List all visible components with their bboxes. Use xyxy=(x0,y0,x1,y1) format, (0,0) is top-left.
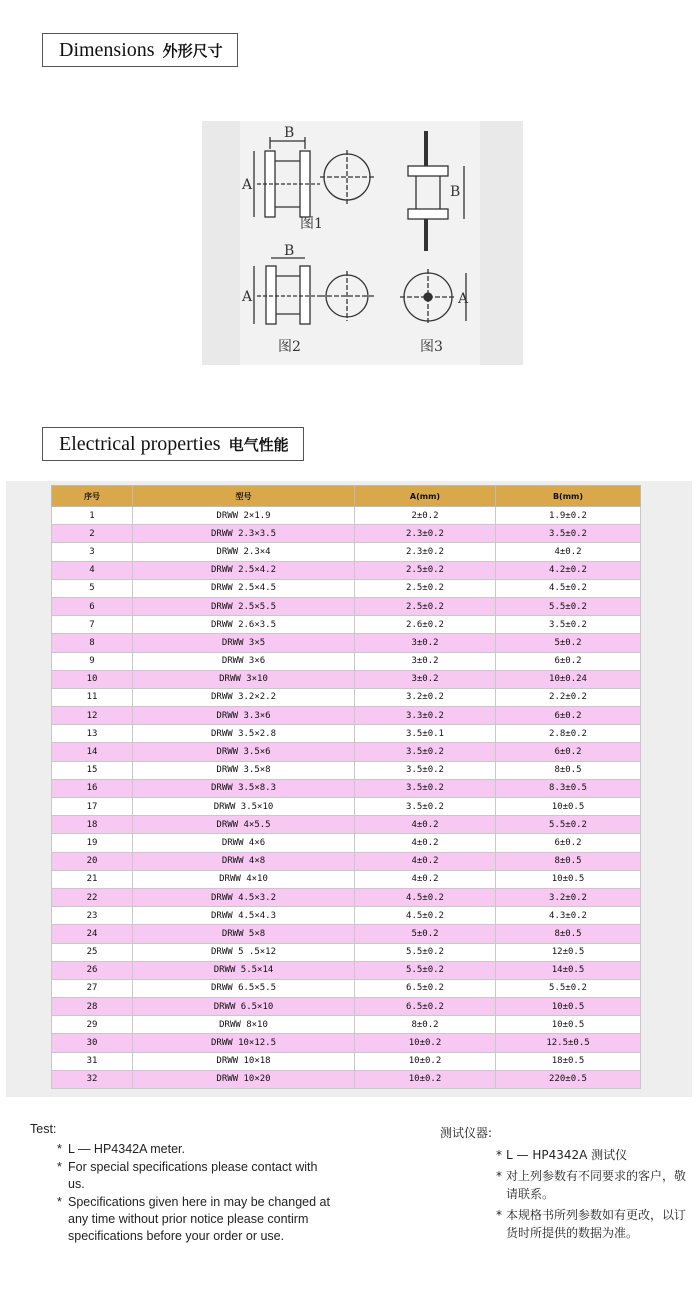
table-row xyxy=(52,688,641,706)
cell-index: 10 xyxy=(52,670,133,688)
cell-index: 28 xyxy=(52,998,133,1016)
dimension-drawings xyxy=(202,121,523,365)
cell-model: DRWW 2.6×3.5 xyxy=(133,616,355,634)
cell-model: DRWW 6.5×5.5 xyxy=(133,979,355,997)
table-row xyxy=(52,1070,641,1088)
cell-index: 17 xyxy=(52,798,133,816)
note-text: Specifications given here in may be changed at any time without prior notice please contirm specifications before your order or use. xyxy=(68,1195,330,1243)
list-item xyxy=(440,1206,690,1242)
electrical-title-en: Electrical properties xyxy=(59,433,221,455)
cell-index: 11 xyxy=(52,688,133,706)
cell-index: 24 xyxy=(52,925,133,943)
table-row xyxy=(52,816,641,834)
fig1-label-a: A xyxy=(242,177,253,193)
cell-a: 3.5±0.1 xyxy=(355,725,496,743)
cell-b: 12±0.5 xyxy=(496,943,641,961)
cell-a: 3±0.2 xyxy=(355,634,496,652)
cell-index: 22 xyxy=(52,888,133,906)
cell-model: DRWW 10×18 xyxy=(133,1052,355,1070)
cell-index: 30 xyxy=(52,1034,133,1052)
table-row xyxy=(52,507,641,525)
cell-b: 5.5±0.2 xyxy=(496,816,641,834)
cell-model: DRWW 4×5.5 xyxy=(133,816,355,834)
cell-a: 10±0.2 xyxy=(355,1034,496,1052)
fig1-label-b: B xyxy=(284,125,295,141)
bullet-star-icon: * xyxy=(57,1195,62,1209)
table-row xyxy=(52,907,641,925)
cell-a: 3.5±0.2 xyxy=(355,779,496,797)
cell-index: 29 xyxy=(52,1016,133,1034)
cell-index: 32 xyxy=(52,1070,133,1088)
cell-a: 3.2±0.2 xyxy=(355,688,496,706)
header-model: 型号 xyxy=(133,486,355,507)
dimensions-title xyxy=(42,33,238,67)
cell-index: 21 xyxy=(52,870,133,888)
cell-model: DRWW 3×5 xyxy=(133,634,355,652)
table-row xyxy=(52,543,641,561)
cell-index: 1 xyxy=(52,507,133,525)
table-row xyxy=(52,761,641,779)
cell-index: 9 xyxy=(52,652,133,670)
cell-index: 8 xyxy=(52,634,133,652)
table-row xyxy=(52,779,641,797)
cell-index: 19 xyxy=(52,834,133,852)
cell-b: 2.8±0.2 xyxy=(496,725,641,743)
cell-model: DRWW 4×8 xyxy=(133,852,355,870)
table-row xyxy=(52,597,641,615)
properties-table xyxy=(51,485,641,1089)
cell-b: 5±0.2 xyxy=(496,634,641,652)
cell-a: 3.3±0.2 xyxy=(355,707,496,725)
bullet-star-icon: * xyxy=(57,1160,62,1174)
cell-b: 14±0.5 xyxy=(496,961,641,979)
cell-a: 2.5±0.2 xyxy=(355,597,496,615)
note-text: 对上列参数有不同要求的客户，敬请联系。 xyxy=(506,1169,687,1201)
table-row xyxy=(52,925,641,943)
cell-index: 18 xyxy=(52,816,133,834)
cell-model: DRWW 3.5×2.8 xyxy=(133,725,355,743)
cell-model: DRWW 3×6 xyxy=(133,652,355,670)
cell-b: 3.2±0.2 xyxy=(496,888,641,906)
cell-b: 4.2±0.2 xyxy=(496,561,641,579)
cell-index: 3 xyxy=(52,543,133,561)
cell-b: 5.5±0.2 xyxy=(496,979,641,997)
cell-index: 31 xyxy=(52,1052,133,1070)
cell-b: 2.2±0.2 xyxy=(496,688,641,706)
cell-index: 2 xyxy=(52,525,133,543)
bullet-star-icon: * xyxy=(496,1148,502,1162)
table-row xyxy=(52,798,641,816)
cell-model: DRWW 10×12.5 xyxy=(133,1034,355,1052)
cell-model: DRWW 3.5×8 xyxy=(133,761,355,779)
cell-b: 6±0.2 xyxy=(496,834,641,852)
cell-model: DRWW 5 .5×12 xyxy=(133,943,355,961)
cell-a: 3.5±0.2 xyxy=(355,798,496,816)
cell-a: 2.6±0.2 xyxy=(355,616,496,634)
cell-model: DRWW 2×1.9 xyxy=(133,507,355,525)
cell-model: DRWW 4.5×4.3 xyxy=(133,907,355,925)
list-item xyxy=(30,1159,330,1193)
table-row xyxy=(52,961,641,979)
list-item xyxy=(30,1194,330,1245)
cell-index: 16 xyxy=(52,779,133,797)
table-row xyxy=(52,743,641,761)
fig3-label-b: B xyxy=(450,184,461,200)
cell-model: DRWW 2.5×5.5 xyxy=(133,597,355,615)
table-row xyxy=(52,1016,641,1034)
cell-b: 4±0.2 xyxy=(496,543,641,561)
table-row xyxy=(52,725,641,743)
cell-a: 3.5±0.2 xyxy=(355,761,496,779)
cell-model: DRWW 2.5×4.5 xyxy=(133,579,355,597)
cell-a: 4±0.2 xyxy=(355,816,496,834)
table-body xyxy=(52,507,641,1089)
cell-b: 10±0.5 xyxy=(496,870,641,888)
cell-model: DRWW 6.5×10 xyxy=(133,998,355,1016)
cell-b: 8±0.5 xyxy=(496,852,641,870)
cell-a: 2.3±0.2 xyxy=(355,525,496,543)
cell-model: DRWW 3.5×10 xyxy=(133,798,355,816)
cell-a: 10±0.2 xyxy=(355,1070,496,1088)
cell-a: 4.5±0.2 xyxy=(355,907,496,925)
fig3-label-a: A xyxy=(458,291,469,307)
table-row xyxy=(52,579,641,597)
table-row xyxy=(52,870,641,888)
electrical-title xyxy=(42,427,304,461)
table-row xyxy=(52,834,641,852)
cell-model: DRWW 4×6 xyxy=(133,834,355,852)
notes-chinese xyxy=(440,1125,690,1245)
cell-model: DRWW 4.5×3.2 xyxy=(133,888,355,906)
bullet-star-icon: * xyxy=(496,1169,502,1183)
cell-a: 6.5±0.2 xyxy=(355,979,496,997)
cell-index: 27 xyxy=(52,979,133,997)
cell-a: 4±0.2 xyxy=(355,870,496,888)
table-row xyxy=(52,979,641,997)
cell-b: 10±0.5 xyxy=(496,1016,641,1034)
cell-b: 10±0.24 xyxy=(496,670,641,688)
cell-b: 10±0.5 xyxy=(496,798,641,816)
table-header-row xyxy=(52,486,641,507)
cell-model: DRWW 5×8 xyxy=(133,925,355,943)
table-row xyxy=(52,1052,641,1070)
note-text: L — HP4342A 测试仪 xyxy=(506,1148,628,1162)
cell-model: DRWW 3×10 xyxy=(133,670,355,688)
cell-model: DRWW 2.3×4 xyxy=(133,543,355,561)
electrical-title-cn: 电气性能 xyxy=(228,436,289,454)
cell-model: DRWW 3.5×8.3 xyxy=(133,779,355,797)
cell-model: DRWW 2.3×3.5 xyxy=(133,525,355,543)
cell-a: 2±0.2 xyxy=(355,507,496,525)
cell-a: 2.3±0.2 xyxy=(355,543,496,561)
cell-a: 4±0.2 xyxy=(355,834,496,852)
cell-model: DRWW 3.2×2.2 xyxy=(133,688,355,706)
table-row xyxy=(52,1034,641,1052)
fig2-label-b: B xyxy=(284,243,295,259)
notes-en-list xyxy=(30,1141,330,1245)
cell-a: 3±0.2 xyxy=(355,652,496,670)
cell-a: 4.5±0.2 xyxy=(355,888,496,906)
cell-index: 6 xyxy=(52,597,133,615)
cell-b: 220±0.5 xyxy=(496,1070,641,1088)
dimension-diagram xyxy=(202,121,523,365)
bullet-star-icon: * xyxy=(57,1142,62,1156)
dimensions-title-cn: 外形尺寸 xyxy=(162,42,223,60)
cell-a: 2.5±0.2 xyxy=(355,561,496,579)
list-item xyxy=(440,1167,690,1203)
cell-index: 15 xyxy=(52,761,133,779)
cell-model: DRWW 4×10 xyxy=(133,870,355,888)
cell-index: 14 xyxy=(52,743,133,761)
cell-b: 8±0.5 xyxy=(496,761,641,779)
fig3-caption: 图3 xyxy=(420,339,443,355)
cell-index: 20 xyxy=(52,852,133,870)
cell-a: 2.5±0.2 xyxy=(355,579,496,597)
cell-index: 5 xyxy=(52,579,133,597)
cell-b: 1.9±0.2 xyxy=(496,507,641,525)
cell-model: DRWW 3.3×6 xyxy=(133,707,355,725)
cell-index: 7 xyxy=(52,616,133,634)
cell-b: 12.5±0.5 xyxy=(496,1034,641,1052)
header-index: 序号 xyxy=(52,486,133,507)
cell-a: 3±0.2 xyxy=(355,670,496,688)
header-b: B(mm) xyxy=(496,486,641,507)
table-row xyxy=(52,888,641,906)
fig2-caption: 图2 xyxy=(278,339,301,355)
cell-b: 18±0.5 xyxy=(496,1052,641,1070)
cell-a: 3.5±0.2 xyxy=(355,743,496,761)
fig1-caption: 图1 xyxy=(300,216,323,232)
table-row xyxy=(52,561,641,579)
cell-b: 8.3±0.5 xyxy=(496,779,641,797)
bullet-star-icon: * xyxy=(496,1208,502,1222)
cell-index: 4 xyxy=(52,561,133,579)
cell-b: 3.5±0.2 xyxy=(496,616,641,634)
cell-index: 23 xyxy=(52,907,133,925)
cell-b: 10±0.5 xyxy=(496,998,641,1016)
header-a: A(mm) xyxy=(355,486,496,507)
cell-b: 6±0.2 xyxy=(496,652,641,670)
table-row xyxy=(52,525,641,543)
cell-b: 4.5±0.2 xyxy=(496,579,641,597)
cell-b: 6±0.2 xyxy=(496,707,641,725)
dimensions-title-en: Dimensions xyxy=(59,39,155,61)
note-text: 本规格书所列参数如有更改，以订货时所提供的数据为准。 xyxy=(506,1208,687,1240)
cell-model: DRWW 8×10 xyxy=(133,1016,355,1034)
table-row xyxy=(52,634,641,652)
cell-b: 8±0.5 xyxy=(496,925,641,943)
cell-index: 12 xyxy=(52,707,133,725)
cell-model: DRWW 10×20 xyxy=(133,1070,355,1088)
table-row xyxy=(52,670,641,688)
properties-table-area xyxy=(6,481,692,1097)
cell-index: 13 xyxy=(52,725,133,743)
cell-model: DRWW 2.5×4.2 xyxy=(133,561,355,579)
cell-index: 25 xyxy=(52,943,133,961)
cell-model: DRWW 5.5×14 xyxy=(133,961,355,979)
cell-a: 5±0.2 xyxy=(355,925,496,943)
cell-a: 4±0.2 xyxy=(355,852,496,870)
table-row xyxy=(52,998,641,1016)
cell-a: 6.5±0.2 xyxy=(355,998,496,1016)
table-row xyxy=(52,616,641,634)
cell-b: 4.3±0.2 xyxy=(496,907,641,925)
cell-b: 5.5±0.2 xyxy=(496,597,641,615)
table-row xyxy=(52,652,641,670)
table-row xyxy=(52,852,641,870)
table-row xyxy=(52,943,641,961)
cell-model: DRWW 3.5×6 xyxy=(133,743,355,761)
note-text: L — HP4342A meter. xyxy=(68,1142,185,1156)
cell-a: 10±0.2 xyxy=(355,1052,496,1070)
fig2-label-a: A xyxy=(242,289,253,305)
cell-index: 26 xyxy=(52,961,133,979)
notes-en-heading: Test: xyxy=(30,1122,57,1136)
cell-a: 8±0.2 xyxy=(355,1016,496,1034)
cell-a: 5.5±0.2 xyxy=(355,961,496,979)
cell-b: 6±0.2 xyxy=(496,743,641,761)
list-item xyxy=(30,1141,330,1158)
cell-b: 3.5±0.2 xyxy=(496,525,641,543)
table-row xyxy=(52,707,641,725)
list-item xyxy=(440,1146,690,1164)
notes-cn-heading: 测试仪器: xyxy=(440,1126,493,1140)
cell-a: 5.5±0.2 xyxy=(355,943,496,961)
notes-english xyxy=(30,1121,330,1246)
notes-cn-list xyxy=(440,1146,690,1242)
note-text: For special specifications please contact with us. xyxy=(68,1160,318,1191)
